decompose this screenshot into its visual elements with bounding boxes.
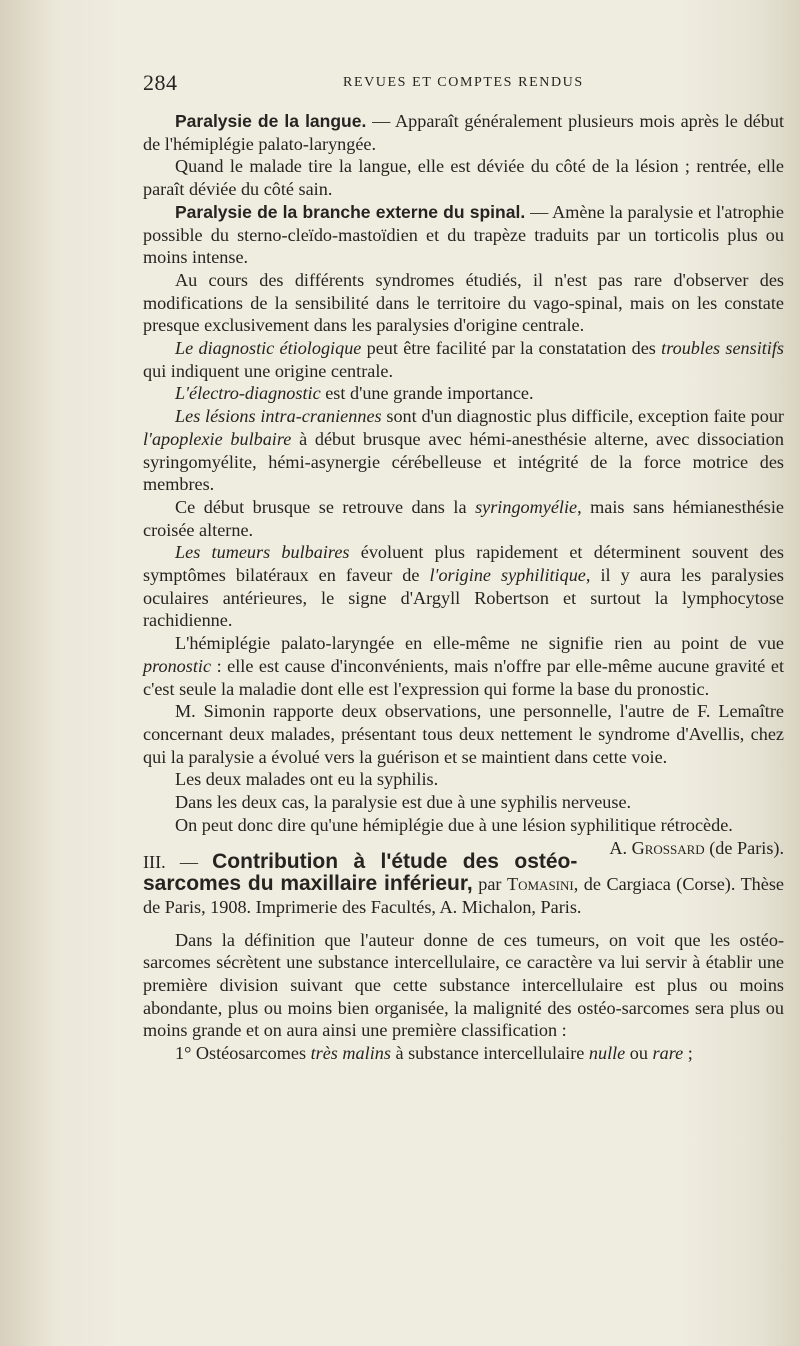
section-author: Tomasini: [507, 874, 574, 895]
section-gap: [143, 919, 784, 929]
page-number: 284: [143, 70, 178, 95]
paragraph: Ce début brusque se retrouve dans la syringomyélie, mais sans hémianesthésie croisée alterne.: [143, 496, 784, 540]
paragraph: Quand le malade tire la langue, elle est déviée du côté de la lésion ; rentrée, elle paraît déviée du côté sain.: [143, 156, 784, 200]
paragraph-spinal: Paralysie de la branche externe du spinal. — Amène la paralysie et l'atrophie possible du sterno-cleïdo-mastoïdien et du trapèze traduits par un torticolis plus ou moins intense.: [143, 201, 784, 268]
subheading-langue: Paralysie de la langue.: [175, 111, 367, 131]
paragraph-conclusion: On peut donc dire qu'une hémiplégie due à une lésion syphilitique rétrocède. A. Grossard (de Paris).: [175, 814, 784, 858]
paragraph: L'hémiplégie palato-laryngée en elle-même ne signifie rien au point de vue pronostic : elle est cause d'inconvénients, mais n'offre par elle-même aucune gravité et c'est seule la maladie dont elle est l'expression qui forme la base du pronostic.: [143, 633, 784, 699]
paragraph: M. Simonin rapporte deux observations, une personnelle, l'autre de F. Lemaître concernant deux malades, présentant tous deux nettement le syndrome d'Avellis, chez qui la paralysie a évolué vers la guérison et se maintient dans cette voie.: [143, 701, 784, 767]
signature: A. Grossard (de Paris).: [609, 837, 784, 858]
subheading-spinal: Paralysie de la branche externe du spinal.: [175, 201, 526, 222]
paragraph: L'électro-diagnostic est d'une grande importance.: [175, 383, 534, 404]
paragraph: Les deux malades ont eu la syphilis.: [175, 769, 439, 790]
running-title: REVUES ET COMPTES RENDUS: [343, 75, 584, 90]
page-header: [143, 70, 783, 100]
paragraph: Les lésions intra-craniennes sont d'un diagnostic plus difficile, exception faite pour l'apoplexie bulbaire à début brusque avec hémi-anesthésie alterne, avec dissociation syringomyélite, hémi-asynergie cérébelleuse et intégrité de la force motrice des membres.: [143, 406, 784, 495]
signature-name: Grossard: [631, 837, 705, 858]
section-heading: III. — Contribution à l'étude des ostéo-sarcomes du maxillaire inférieur, par Tomasini, de Cargiaca (Corse). Thèse de Paris, 1908. Imprimerie des Facultés, A. Michalon, Paris.: [143, 849, 784, 917]
article-body: [143, 110, 784, 1065]
paragraph: 1° Ostéosarcomes très malins à substance intercellulaire nulle ou rare ;: [175, 1043, 693, 1064]
paragraph: Dans les deux cas, la paralysie est due à une syphilis nerveuse.: [175, 792, 632, 813]
paragraph: Le diagnostic étiologique peut être facilité par la constatation des troubles sensitifs qui indiquent une origine centrale.: [143, 338, 784, 381]
paragraph: Dans la définition que l'auteur donne de ces tumeurs, on voit que les ostéo-sarcomes sécrètent une substance intercellulaire, ce caractère va lui servir à établir une première division suivant que cette substance intercellulaire est plus ou moins abondante, plus ou moins bien organisée, la malignité des ostéo-sarcomes sera plus ou moins grande et on aura ainsi une première classification :: [143, 929, 784, 1041]
paragraph: Au cours des différents syndromes étudiés, il n'est pas rare d'observer des modifications de la sensibilité dans le territoire du vago-spinal, mais on les constate presque exclusivement dans les paralysies d'origine centrale.: [143, 269, 784, 336]
paragraph-langue: Paralysie de la langue. — Apparaît généralement plusieurs mois après le début de l'hémiplégie palato-laryngée.: [143, 111, 784, 154]
section-title: Contribution à l'étude des ostéo-sarcomes du maxillaire inférieur,: [143, 849, 578, 896]
paragraph: Les tumeurs bulbaires évoluent plus rapidement et déterminent souvent des symptômes bilatéraux en faveur de l'origine syphilitique, il y aura les paralysies oculaires antérieures, le signe d'Argyll Robertson et surtout la lymphocytose rachidienne.: [143, 542, 784, 631]
